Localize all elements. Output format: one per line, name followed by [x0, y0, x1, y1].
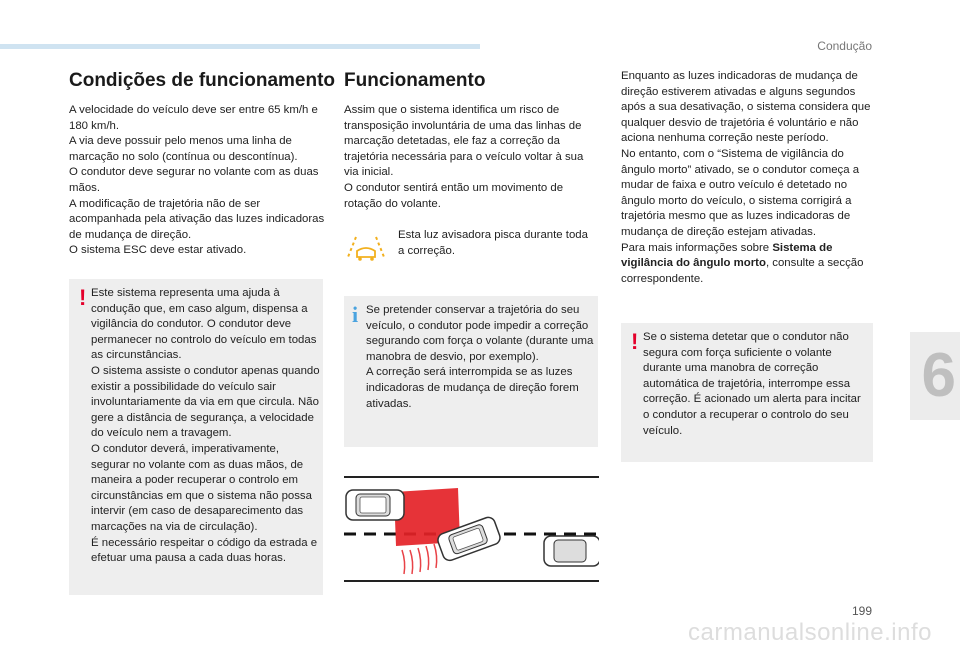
car-right [544, 536, 599, 566]
right-text-part-1: Enquanto as luzes indicadoras de mudança de direção estiverem ativadas e alguns segundos após a sua desativação, o sistema considera que qualquer desvio de trajetória é voluntário e não aciona nenhuma correção neste período. No entanto, com o “Sistema de vigilância do ângulo morto” ativado, se o condutor começa a mudar de faixa e outro veículo é detetado no ângulo morto do veículo, o sistema corrigirá a trajetória mesmo que as luzes indicadoras de mudança de direção estejam ativadas. Para mais informações sobre [621, 70, 871, 254]
left-warning-text: Este sistema representa uma ajuda à condução que, em caso algum, dispensa a vigilância do condutor. O condutor deve permanecer no controlo do veículo em todas as circunstâncias. O sistema assiste o condutor apenas quando existir a possibilidade do veículo sair involuntariamente da via em que circula. Não gere a distância de segurança, a velocidade do veículo nem a travagem. O condutor deverá, imperativamente, segurar no volante com as duas mãos, de maneira a poder recuperar o controlo em circunstâncias em que o sistema não possa intervir (em caso de desaparecimento das marcações na via de circulação). É necessário respeitar o código da estrada e efetuar uma pausa a cada duas horas. [91, 287, 320, 565]
right-text [621, 69, 875, 287]
car-left [346, 490, 404, 520]
middle-info-box [344, 296, 598, 447]
page-number: 199 [851, 604, 872, 618]
right-warning-box [621, 323, 873, 462]
left-conditions-text: A velocidade do veículo deve ser entre 65 km/h e 180 km/h. A via deve possuir pelo menos uma linha de marcação no solo (contínua ou descontínua). O condutor deve segurar no volante com as duas mãos. A modificação de trajetória não de ser acompanhada pela ativação das luzes indicadoras de mudança de direção. O sistema ESC deve estar ativado. [69, 104, 325, 257]
lane-correction-illustration [344, 476, 599, 584]
middle-function-text: Assim que o sistema identifica um risco de transposição involuntária de uma das linhas de marcação detetadas, ele faz a correção da trajetória necessária para o veículo voltar à sua via inicial. O condutor sentirá então um movimento de rotação do volante. [344, 104, 584, 210]
left-warning-box [69, 279, 323, 595]
info-icon: i [352, 302, 359, 327]
right-text-part-2: , consulte a secção correspondente. [621, 257, 864, 285]
section-name: Condução [817, 39, 872, 53]
right-warning-text: Se o sistema detetar que o condutor não segura com força suficiente o volante durante uma manobra de correção automática de trajetória, interrompe essa correção. É acionado um alerta para incitar o condutor a recuperar o controlo do seu veículo. [643, 331, 861, 437]
middle-info-text: Se pretender conservar a trajetória do seu veículo, o condutor pode impedir a correção segurando com força o volante (durante uma manobra de desvio, por exemplo). A correção será interrompida se as luzes indicadoras de mudança de direção forem ativadas. [366, 304, 594, 410]
left-title: Condições de funcionamento [69, 70, 336, 91]
middle-title: Funcionamento [344, 70, 486, 91]
right-text-bold: Sistema de vigilância do ângulo morto [621, 241, 833, 270]
lane-keep-warning-lamp-icon [344, 225, 388, 269]
watermark: carmanualsonline.info [688, 619, 932, 646]
chapter-number: 6 [921, 341, 956, 410]
lamp-text: Esta luz avisadora pisca durante toda a correção. [398, 229, 588, 257]
warning-exclamation-icon: ! [79, 285, 87, 310]
warning-exclamation-icon: ! [631, 329, 639, 354]
header-bar [0, 44, 480, 49]
